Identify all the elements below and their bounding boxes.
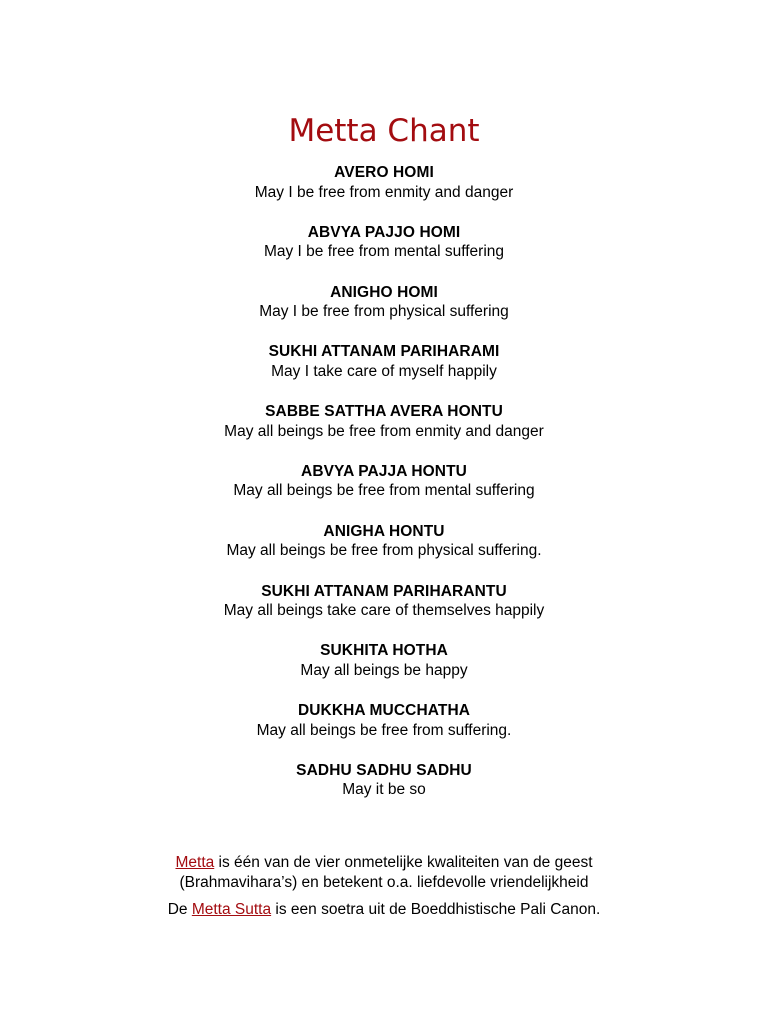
verse-translation: May all beings be happy — [300, 661, 468, 679]
verse-translation: May I be free from enmity and danger — [254, 183, 514, 201]
verse-translation: May all beings take care of themselves happily — [223, 602, 545, 620]
verse — [0, 582, 768, 642]
verse-pali: SABBE SATTHA AVERA HONTU — [265, 403, 503, 421]
page-title: Metta Chant — [288, 112, 480, 149]
verse-pali: ABVYA PAJJO HOMI — [307, 223, 461, 241]
verse — [0, 761, 768, 821]
verse — [0, 522, 768, 582]
verse-translation: May all beings be free from suffering. — [256, 721, 512, 739]
verse-translation: May it be so — [342, 781, 426, 799]
verse — [0, 163, 768, 223]
verse — [0, 402, 768, 462]
verse-pali: DUKKHA MUCCHATHA — [297, 702, 471, 720]
verse-pali: ABVYA PAJJA HONTU — [301, 462, 467, 480]
footnote-text: (Brahmavihara’s) en betekent o.a. liefdevolle vriendelijkheid — [179, 874, 589, 891]
verse-translation: May I be free from mental suffering — [263, 243, 505, 261]
verse-translation: May I be free from physical suffering — [259, 303, 509, 321]
verse — [0, 462, 768, 522]
verse-pali: SUKHI ATTANAM PARIHARANTU — [261, 582, 507, 600]
verse-translation: May all beings be free from enmity and danger — [224, 422, 544, 440]
verse — [0, 342, 768, 402]
verse-pali: AVERO HOMI — [334, 164, 434, 181]
footnote — [0, 853, 768, 920]
verse — [0, 641, 768, 701]
verse-translation: May all beings be free from mental suffering — [233, 482, 535, 500]
footnote-text: is één van de vier onmetelijke kwaliteiten van de geest — [214, 854, 593, 871]
verse-pali: ANIGHA HONTU — [323, 522, 445, 540]
verse-pali: ANIGHO HOMI — [330, 283, 438, 301]
verse-translation: May all beings be free from physical suffering. — [226, 542, 542, 560]
verse-pali: SUKHI ATTANAM PARIHARAMI — [268, 343, 500, 361]
metta-link[interactable]: Metta — [175, 854, 215, 871]
footnote-paragraph-sutta — [0, 900, 768, 920]
metta-sutta-link[interactable]: Metta Sutta — [191, 901, 272, 918]
verse — [0, 283, 768, 343]
verse-translation: May I take care of myself happily — [271, 362, 497, 380]
footnote-text: De — [167, 901, 192, 918]
verse-pali: SUKHITA HOTHA — [320, 642, 448, 660]
footnote-text: is een soetra uit de Boeddhistische Pali Canon. — [271, 901, 601, 918]
footnote-paragraph-metta — [0, 853, 768, 893]
verse — [0, 223, 768, 283]
verse — [0, 701, 768, 761]
chant-verses — [0, 163, 768, 821]
verse-pali: SADHU SADHU SADHU — [296, 761, 472, 779]
